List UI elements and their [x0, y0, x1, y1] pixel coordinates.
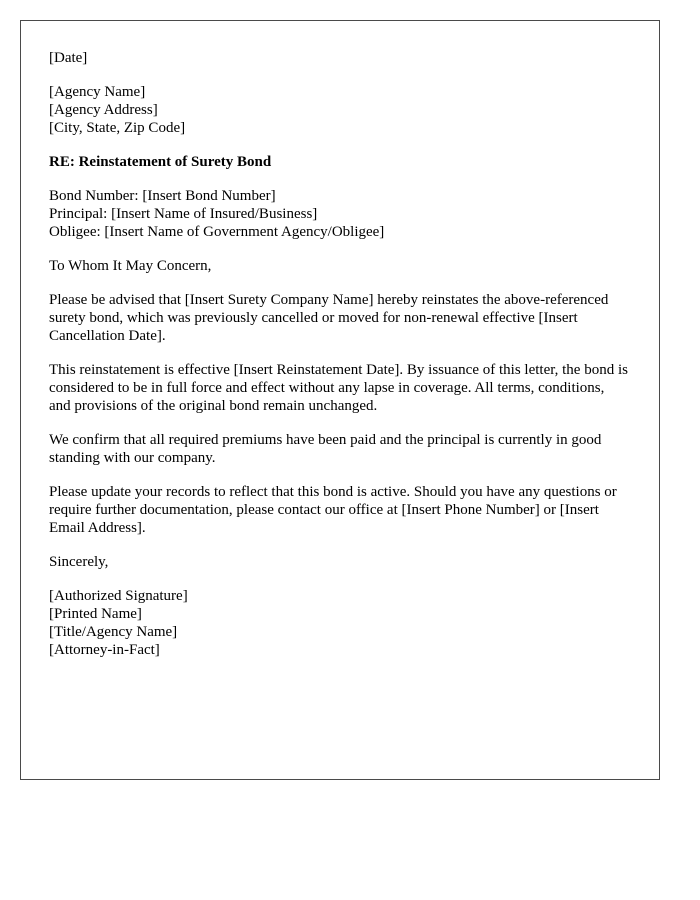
letter-body: [49, 49, 629, 675]
paragraph-premiums-confirmed: We confirm that all required premiums have been paid and the principal is currently in good standing with our company.: [49, 432, 602, 466]
city-state-zip: [City, State, Zip Code]: [49, 120, 186, 136]
obligee: Obligee: [Insert Name of Government Agency/Obligee]: [49, 224, 385, 240]
subject-line: RE: Reinstatement of Surety Bond: [49, 154, 272, 170]
closing: Sincerely,: [49, 554, 109, 570]
paragraph-effective-date: This reinstatement is effective [Insert Reinstatement Date]. By issuance of this letter, the bond is considered to be in full force and effect without any lapse in coverage. All terms, conditions, and provisions of the original bond remain unchanged.: [49, 362, 628, 414]
closing-block: [49, 553, 629, 571]
printed-name: [Printed Name]: [49, 606, 142, 622]
signature-block: [49, 587, 629, 659]
date-block: [49, 49, 629, 67]
salutation: To Whom It May Concern,: [49, 258, 212, 274]
bond-number: Bond Number: [Insert Bond Number]: [49, 188, 276, 204]
title-agency-name: [Title/Agency Name]: [49, 624, 178, 640]
bond-details: [49, 187, 629, 241]
paragraph-reinstatement-notice: Please be advised that [Insert Surety Company Name] hereby reinstates the above-referenced surety bond, which was previously cancelled or moved for non-renewal effective [Insert Cancellation Date].: [49, 292, 609, 344]
principal: Principal: [Insert Name of Insured/Business]: [49, 206, 318, 222]
agency-name: [Agency Name]: [49, 84, 146, 100]
letter-page: [20, 20, 660, 780]
subject-block: [49, 153, 629, 171]
letter-date: [Date]: [49, 50, 88, 66]
recipient-address: [49, 83, 629, 137]
authorized-signature: [Authorized Signature]: [49, 588, 188, 604]
attorney-in-fact: [Attorney-in-Fact]: [49, 642, 160, 658]
salutation-block: [49, 257, 629, 275]
paragraph-update-records: Please update your records to reflect that this bond is active. Should you have any questions or require further documentation, please contact our office at [Insert Phone Number] or [Insert Email Address].: [49, 484, 617, 536]
agency-address: [Agency Address]: [49, 102, 158, 118]
